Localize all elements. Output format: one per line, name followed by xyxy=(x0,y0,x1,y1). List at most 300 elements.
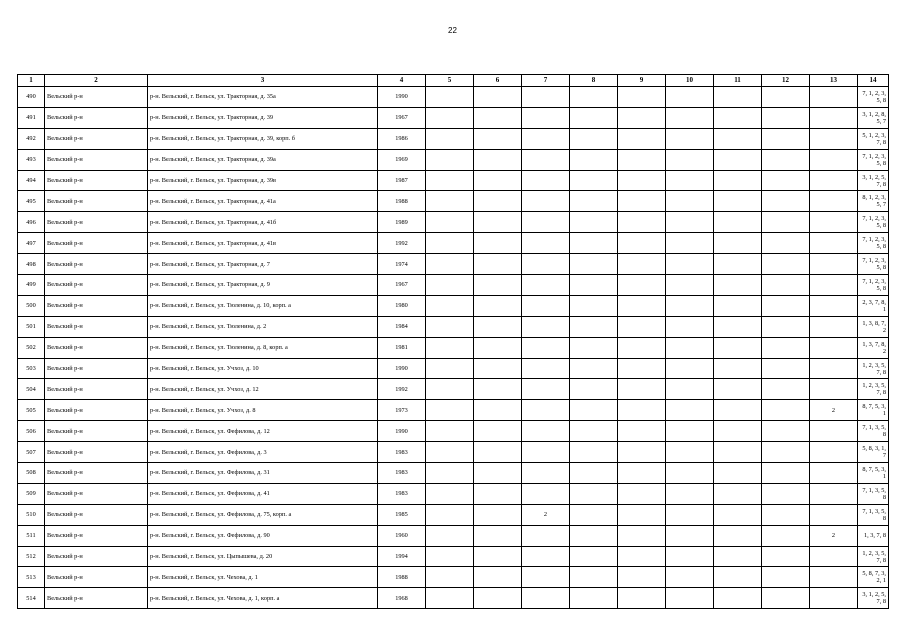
col11-cell xyxy=(714,358,762,379)
table-row xyxy=(18,316,889,337)
col5-cell xyxy=(426,128,474,149)
column-header: 4 xyxy=(378,75,426,87)
col9-cell xyxy=(618,275,666,296)
col13-cell xyxy=(810,463,858,484)
year-cell: 1967 xyxy=(378,107,426,128)
district-cell: Вельский р-н xyxy=(45,546,148,567)
col10-cell xyxy=(666,107,714,128)
col10-cell xyxy=(666,212,714,233)
column-header: 2 xyxy=(45,75,148,87)
address-cell: р-н. Вельский, г. Вельск, ул. Тракторная, д. 41б xyxy=(148,212,378,233)
col13-cell xyxy=(810,107,858,128)
column-header: 14 xyxy=(858,75,889,87)
address-cell: р-н. Вельский, г. Вельск, ул. Тюленина, д. 10, корп. а xyxy=(148,295,378,316)
address-cell: р-н. Вельский, г. Вельск, ул. Учхоз, д. 12 xyxy=(148,379,378,400)
col8-cell xyxy=(570,170,618,191)
col13-cell xyxy=(810,191,858,212)
address-cell: р-н. Вельский, г. Вельск, ул. Фефилова, д. 3 xyxy=(148,442,378,463)
col9-cell xyxy=(618,337,666,358)
col5-cell xyxy=(426,421,474,442)
table-row xyxy=(18,567,889,588)
column-header: 12 xyxy=(762,75,810,87)
col5-cell xyxy=(426,87,474,108)
col13-cell: 2 xyxy=(810,400,858,421)
col12-cell xyxy=(762,358,810,379)
col10-cell xyxy=(666,275,714,296)
table-row xyxy=(18,254,889,275)
col5-cell xyxy=(426,316,474,337)
year-cell: 1983 xyxy=(378,483,426,504)
year-cell: 1974 xyxy=(378,254,426,275)
district-cell: Вельский р-н xyxy=(45,567,148,588)
col6-cell xyxy=(474,254,522,275)
col11-cell xyxy=(714,546,762,567)
col9-cell xyxy=(618,254,666,275)
col6-cell xyxy=(474,170,522,191)
col5-cell xyxy=(426,212,474,233)
col13-cell xyxy=(810,316,858,337)
year-cell: 1984 xyxy=(378,316,426,337)
codes-cell: 1, 3, 7, 8 xyxy=(858,525,889,546)
year-cell: 1990 xyxy=(378,358,426,379)
col12-cell xyxy=(762,337,810,358)
row-number-cell: 491 xyxy=(18,107,45,128)
col8-cell xyxy=(570,421,618,442)
col8-cell xyxy=(570,87,618,108)
col5-cell xyxy=(426,295,474,316)
col13-cell xyxy=(810,128,858,149)
district-cell: Вельский р-н xyxy=(45,442,148,463)
col13-cell xyxy=(810,170,858,191)
col7-cell xyxy=(522,170,570,191)
col13-cell xyxy=(810,254,858,275)
col6-cell xyxy=(474,400,522,421)
col5-cell xyxy=(426,107,474,128)
address-cell: р-н. Вельский, г. Вельск, ул. Чехова, д. 1, корп. а xyxy=(148,588,378,609)
col12-cell xyxy=(762,149,810,170)
address-cell: р-н. Вельский, г. Вельск, ул. Тюленина, д. 8, корп. а xyxy=(148,337,378,358)
col6-cell xyxy=(474,525,522,546)
address-cell: р-н. Вельский, г. Вельск, ул. Тюленина, д. 2 xyxy=(148,316,378,337)
table-row xyxy=(18,128,889,149)
col10-cell xyxy=(666,128,714,149)
col12-cell xyxy=(762,212,810,233)
col13-cell xyxy=(810,212,858,233)
col7-cell xyxy=(522,149,570,170)
col13-cell xyxy=(810,379,858,400)
district-cell: Вельский р-н xyxy=(45,358,148,379)
col7-cell xyxy=(522,463,570,484)
codes-cell: 7, 1, 2, 3, 5, 8 xyxy=(858,233,889,254)
address-cell: р-н. Вельский, г. Вельск, ул. Фефилова, д. 90 xyxy=(148,525,378,546)
col5-cell xyxy=(426,170,474,191)
col9-cell xyxy=(618,400,666,421)
col10-cell xyxy=(666,191,714,212)
year-cell: 1968 xyxy=(378,588,426,609)
col12-cell xyxy=(762,483,810,504)
col5-cell xyxy=(426,442,474,463)
col10-cell xyxy=(666,254,714,275)
col6-cell xyxy=(474,316,522,337)
col11-cell xyxy=(714,442,762,463)
column-header: 8 xyxy=(570,75,618,87)
codes-cell: 7, 1, 3, 5, 8 xyxy=(858,504,889,525)
col11-cell xyxy=(714,379,762,400)
col10-cell xyxy=(666,504,714,525)
col10-cell xyxy=(666,463,714,484)
col6-cell xyxy=(474,421,522,442)
col7-cell xyxy=(522,421,570,442)
col6-cell xyxy=(474,233,522,254)
col9-cell xyxy=(618,149,666,170)
codes-cell: 8, 1, 2, 3, 5, 7 xyxy=(858,191,889,212)
header-row xyxy=(18,75,889,87)
district-cell: Вельский р-н xyxy=(45,525,148,546)
district-cell: Вельский р-н xyxy=(45,400,148,421)
column-header: 6 xyxy=(474,75,522,87)
col10-cell xyxy=(666,379,714,400)
codes-cell: 1, 2, 3, 5, 7, 8 xyxy=(858,379,889,400)
col8-cell xyxy=(570,567,618,588)
col5-cell xyxy=(426,233,474,254)
col12-cell xyxy=(762,546,810,567)
codes-cell: 2, 3, 7, 8, 1 xyxy=(858,295,889,316)
col9-cell xyxy=(618,463,666,484)
col8-cell xyxy=(570,483,618,504)
col7-cell xyxy=(522,316,570,337)
col9-cell xyxy=(618,87,666,108)
row-number-cell: 498 xyxy=(18,254,45,275)
year-cell: 1988 xyxy=(378,567,426,588)
col8-cell xyxy=(570,337,618,358)
col5-cell xyxy=(426,379,474,400)
col6-cell xyxy=(474,128,522,149)
col8-cell xyxy=(570,400,618,421)
district-cell: Вельский р-н xyxy=(45,316,148,337)
district-cell: Вельский р-н xyxy=(45,337,148,358)
col11-cell xyxy=(714,275,762,296)
col11-cell xyxy=(714,107,762,128)
col8-cell xyxy=(570,212,618,233)
col9-cell xyxy=(618,170,666,191)
table-row xyxy=(18,504,889,525)
col12-cell xyxy=(762,170,810,191)
year-cell: 1973 xyxy=(378,400,426,421)
col13-cell xyxy=(810,233,858,254)
col11-cell xyxy=(714,191,762,212)
col9-cell xyxy=(618,442,666,463)
col7-cell xyxy=(522,400,570,421)
col11-cell xyxy=(714,483,762,504)
col6-cell xyxy=(474,463,522,484)
col11-cell xyxy=(714,525,762,546)
col12-cell xyxy=(762,191,810,212)
col5-cell xyxy=(426,483,474,504)
col7-cell xyxy=(522,588,570,609)
col9-cell xyxy=(618,295,666,316)
col12-cell xyxy=(762,588,810,609)
row-number-cell: 501 xyxy=(18,316,45,337)
col8-cell xyxy=(570,316,618,337)
row-number-cell: 492 xyxy=(18,128,45,149)
year-cell: 1969 xyxy=(378,149,426,170)
col9-cell xyxy=(618,212,666,233)
district-cell: Вельский р-н xyxy=(45,191,148,212)
col7-cell: 2 xyxy=(522,504,570,525)
codes-cell: 5, 8, 7, 3, 2, 1 xyxy=(858,567,889,588)
district-cell: Вельский р-н xyxy=(45,233,148,254)
page-number: 22 xyxy=(448,26,457,35)
col12-cell xyxy=(762,254,810,275)
address-cell: р-н. Вельский, г. Вельск, ул. Тракторная, д. 9 xyxy=(148,275,378,296)
col5-cell xyxy=(426,588,474,609)
column-header: 5 xyxy=(426,75,474,87)
col11-cell xyxy=(714,87,762,108)
district-cell: Вельский р-н xyxy=(45,87,148,108)
district-cell: Вельский р-н xyxy=(45,463,148,484)
year-cell: 1992 xyxy=(378,233,426,254)
codes-cell: 1, 2, 3, 5, 7, 8 xyxy=(858,358,889,379)
codes-cell: 7, 1, 2, 3, 5, 8 xyxy=(858,275,889,296)
table-row xyxy=(18,358,889,379)
col7-cell xyxy=(522,442,570,463)
row-number-cell: 493 xyxy=(18,149,45,170)
col9-cell xyxy=(618,546,666,567)
codes-cell: 7, 1, 2, 3, 5, 8 xyxy=(858,254,889,275)
col10-cell xyxy=(666,149,714,170)
address-cell: р-н. Вельский, г. Вельск, ул. Цыпышева, д. 20 xyxy=(148,546,378,567)
codes-cell: 1, 3, 8, 7, 2 xyxy=(858,316,889,337)
col9-cell xyxy=(618,128,666,149)
col6-cell xyxy=(474,442,522,463)
column-header: 3 xyxy=(148,75,378,87)
col11-cell xyxy=(714,567,762,588)
row-number-cell: 490 xyxy=(18,87,45,108)
district-cell: Вельский р-н xyxy=(45,254,148,275)
table-row xyxy=(18,442,889,463)
col8-cell xyxy=(570,233,618,254)
col7-cell xyxy=(522,87,570,108)
address-cell: р-н. Вельский, г. Вельск, ул. Тракторная, д. 35а xyxy=(148,87,378,108)
table-row xyxy=(18,588,889,609)
address-cell: р-н. Вельский, г. Вельск, ул. Фефилова, д. 75, корп. а xyxy=(148,504,378,525)
col13-cell xyxy=(810,87,858,108)
col8-cell xyxy=(570,504,618,525)
table-row xyxy=(18,149,889,170)
col6-cell xyxy=(474,567,522,588)
col5-cell xyxy=(426,358,474,379)
row-number-cell: 494 xyxy=(18,170,45,191)
col10-cell xyxy=(666,442,714,463)
col7-cell xyxy=(522,107,570,128)
year-cell: 1981 xyxy=(378,337,426,358)
table-row xyxy=(18,87,889,108)
col6-cell xyxy=(474,504,522,525)
col5-cell xyxy=(426,546,474,567)
col9-cell xyxy=(618,233,666,254)
row-number-cell: 513 xyxy=(18,567,45,588)
col10-cell xyxy=(666,421,714,442)
col13-cell xyxy=(810,442,858,463)
col5-cell xyxy=(426,463,474,484)
col12-cell xyxy=(762,421,810,442)
year-cell: 1985 xyxy=(378,504,426,525)
col8-cell xyxy=(570,588,618,609)
row-number-cell: 508 xyxy=(18,463,45,484)
year-cell: 1983 xyxy=(378,463,426,484)
address-cell: р-н. Вельский, г. Вельск, ул. Тракторная, д. 39 xyxy=(148,107,378,128)
table-row xyxy=(18,191,889,212)
col5-cell xyxy=(426,567,474,588)
table-row xyxy=(18,295,889,316)
col7-cell xyxy=(522,525,570,546)
col6-cell xyxy=(474,275,522,296)
col6-cell xyxy=(474,149,522,170)
row-number-cell: 495 xyxy=(18,191,45,212)
year-cell: 1989 xyxy=(378,212,426,233)
col10-cell xyxy=(666,337,714,358)
col9-cell xyxy=(618,316,666,337)
col7-cell xyxy=(522,567,570,588)
row-number-cell: 496 xyxy=(18,212,45,233)
col7-cell xyxy=(522,254,570,275)
col10-cell xyxy=(666,588,714,609)
district-cell: Вельский р-н xyxy=(45,107,148,128)
col9-cell xyxy=(618,379,666,400)
codes-cell: 7, 1, 3, 5, 8 xyxy=(858,483,889,504)
table-row xyxy=(18,483,889,504)
row-number-cell: 506 xyxy=(18,421,45,442)
col10-cell xyxy=(666,546,714,567)
table-row xyxy=(18,107,889,128)
col10-cell xyxy=(666,525,714,546)
col11-cell xyxy=(714,588,762,609)
col11-cell xyxy=(714,400,762,421)
district-cell: Вельский р-н xyxy=(45,275,148,296)
col7-cell xyxy=(522,337,570,358)
col10-cell xyxy=(666,358,714,379)
column-header: 10 xyxy=(666,75,714,87)
col9-cell xyxy=(618,421,666,442)
address-cell: р-н. Вельский, г. Вельск, ул. Тракторная, д. 41в xyxy=(148,233,378,254)
col12-cell xyxy=(762,463,810,484)
year-cell: 1994 xyxy=(378,546,426,567)
col12-cell xyxy=(762,275,810,296)
row-number-cell: 505 xyxy=(18,400,45,421)
district-cell: Вельский р-н xyxy=(45,504,148,525)
year-cell: 1980 xyxy=(378,295,426,316)
address-cell: р-н. Вельский, г. Вельск, ул. Учхоз, д. 10 xyxy=(148,358,378,379)
col6-cell xyxy=(474,546,522,567)
col11-cell xyxy=(714,233,762,254)
codes-cell: 3, 1, 2, 5, 7, 8 xyxy=(858,170,889,191)
col12-cell xyxy=(762,128,810,149)
row-number-cell: 500 xyxy=(18,295,45,316)
year-cell: 1983 xyxy=(378,442,426,463)
codes-cell: 1, 2, 3, 5, 7, 8 xyxy=(858,546,889,567)
year-cell: 1990 xyxy=(378,87,426,108)
address-cell: р-н. Вельский, г. Вельск, ул. Фефилова, д. 31 xyxy=(148,463,378,484)
col10-cell xyxy=(666,567,714,588)
col13-cell xyxy=(810,337,858,358)
col12-cell xyxy=(762,379,810,400)
district-cell: Вельский р-н xyxy=(45,149,148,170)
row-number-cell: 499 xyxy=(18,275,45,296)
col11-cell xyxy=(714,149,762,170)
year-cell: 1986 xyxy=(378,128,426,149)
col11-cell xyxy=(714,212,762,233)
col12-cell xyxy=(762,295,810,316)
codes-cell: 8, 7, 5, 3, 1 xyxy=(858,400,889,421)
col12-cell xyxy=(762,504,810,525)
table-body xyxy=(18,87,889,609)
col5-cell xyxy=(426,504,474,525)
col6-cell xyxy=(474,191,522,212)
col5-cell xyxy=(426,337,474,358)
district-cell: Вельский р-н xyxy=(45,483,148,504)
row-number-cell: 504 xyxy=(18,379,45,400)
col5-cell xyxy=(426,149,474,170)
row-number-cell: 507 xyxy=(18,442,45,463)
row-number-cell: 514 xyxy=(18,588,45,609)
row-number-cell: 509 xyxy=(18,483,45,504)
col9-cell xyxy=(618,567,666,588)
col11-cell xyxy=(714,128,762,149)
col11-cell xyxy=(714,170,762,191)
address-cell: р-н. Вельский, г. Вельск, ул. Чехова, д. 1 xyxy=(148,567,378,588)
column-header: 11 xyxy=(714,75,762,87)
col6-cell xyxy=(474,212,522,233)
col8-cell xyxy=(570,275,618,296)
col11-cell xyxy=(714,504,762,525)
table-row xyxy=(18,463,889,484)
col13-cell xyxy=(810,421,858,442)
address-cell: р-н. Вельский, г. Вельск, ул. Тракторная, д. 39в xyxy=(148,170,378,191)
col9-cell xyxy=(618,107,666,128)
col12-cell xyxy=(762,525,810,546)
col10-cell xyxy=(666,295,714,316)
col6-cell xyxy=(474,337,522,358)
address-cell: р-н. Вельский, г. Вельск, ул. Тракторная, д. 39, корп. б xyxy=(148,128,378,149)
codes-cell: 3, 1, 2, 8, 5, 7 xyxy=(858,107,889,128)
col13-cell: 2 xyxy=(810,525,858,546)
column-header: 13 xyxy=(810,75,858,87)
codes-cell: 5, 1, 2, 3, 7, 8 xyxy=(858,128,889,149)
col9-cell xyxy=(618,504,666,525)
col6-cell xyxy=(474,107,522,128)
col13-cell xyxy=(810,567,858,588)
col10-cell xyxy=(666,233,714,254)
row-number-cell: 503 xyxy=(18,358,45,379)
col5-cell xyxy=(426,254,474,275)
col8-cell xyxy=(570,149,618,170)
address-cell: р-н. Вельский, г. Вельск, ул. Фефилова, д. 12 xyxy=(148,421,378,442)
col10-cell xyxy=(666,483,714,504)
col7-cell xyxy=(522,546,570,567)
address-cell: р-н. Вельский, г. Вельск, ул. Тракторная, д. 7 xyxy=(148,254,378,275)
col5-cell xyxy=(426,400,474,421)
codes-cell: 5, 8, 3, 1, 7 xyxy=(858,442,889,463)
codes-cell: 7, 1, 2, 3, 5, 8 xyxy=(858,212,889,233)
address-cell: р-н. Вельский, г. Вельск, ул. Учхоз, д. 8 xyxy=(148,400,378,421)
col8-cell xyxy=(570,128,618,149)
year-cell: 1992 xyxy=(378,379,426,400)
col7-cell xyxy=(522,128,570,149)
col7-cell xyxy=(522,295,570,316)
table-row xyxy=(18,546,889,567)
col8-cell xyxy=(570,358,618,379)
table-row xyxy=(18,233,889,254)
